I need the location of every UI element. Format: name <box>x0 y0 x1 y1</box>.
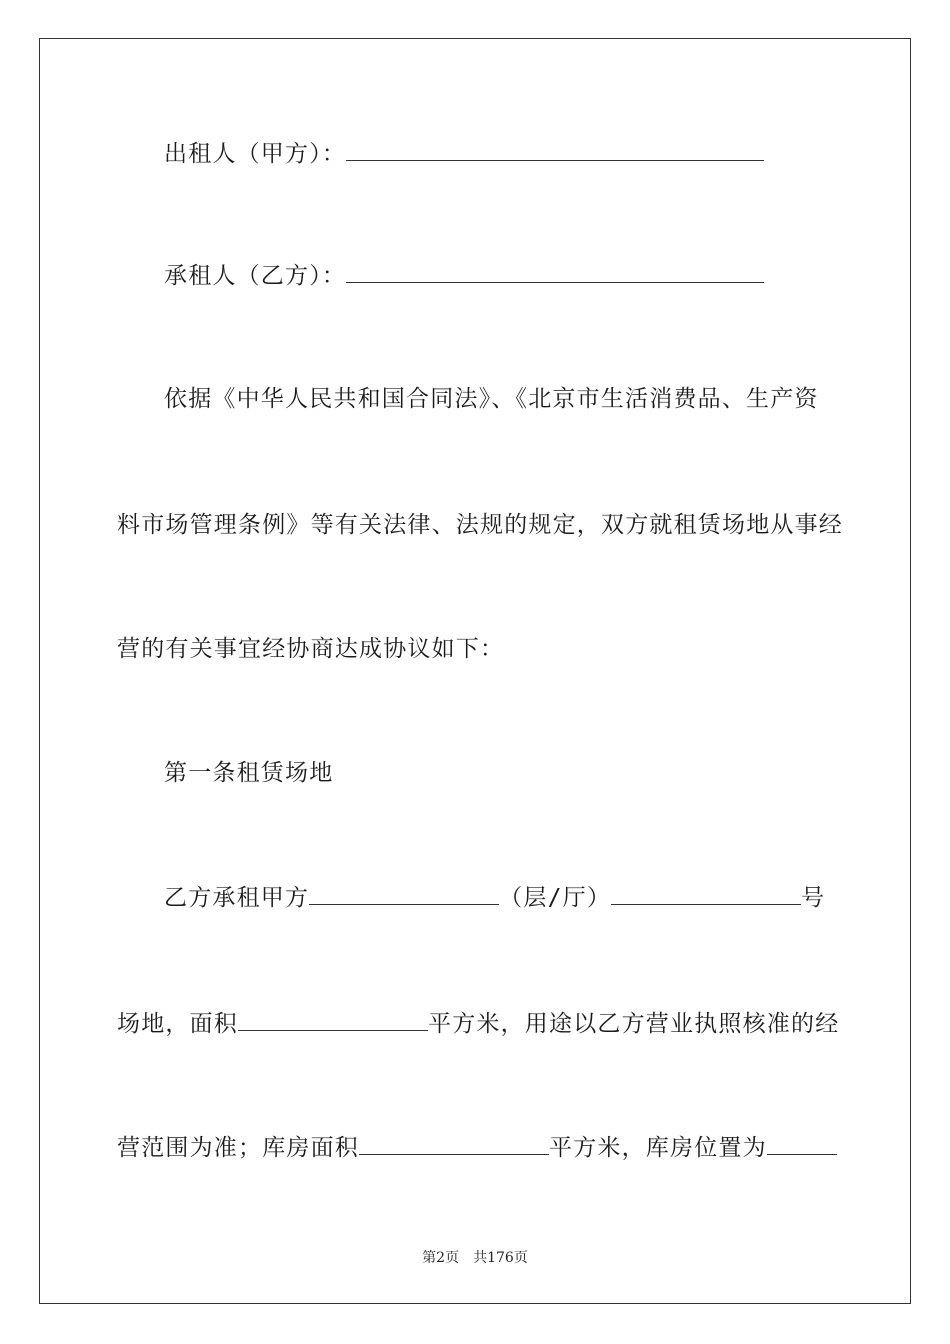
para1-line1-text: 依据《中华人民共和国合同法》、《北京市生活消费品、生产资 <box>164 386 819 412</box>
page-footer <box>0 1247 950 1267</box>
para2-line2-text-a: 场地，面积 <box>117 1011 238 1037</box>
lessor-blank <box>346 138 764 161</box>
storage-area-blank <box>359 1132 549 1155</box>
para2-line2-text-b: 平方米，用途以乙方营业执照核准的经 <box>428 1011 840 1037</box>
lessor-line <box>164 138 884 169</box>
para2-line1-text-a: 乙方承租甲方 <box>164 885 310 911</box>
para1-line1 <box>164 384 884 414</box>
lessee-blank <box>346 260 764 283</box>
para1-line3 <box>117 634 837 664</box>
para2-line3 <box>117 1132 837 1163</box>
lessee-line <box>164 260 884 291</box>
para1-line3-text: 营的有关事宜经协商达成协议如下： <box>117 636 505 662</box>
para1-line2 <box>117 510 843 540</box>
para1-line2-text: 料市场管理条例》等有关法律、法规的规定，双方就租赁场地从事经 <box>117 512 843 538</box>
number-blank <box>611 882 801 905</box>
para2-line1-text-c: 号 <box>801 885 826 911</box>
storage-location-blank <box>767 1132 837 1155</box>
page-total: 共176页 <box>473 1250 528 1266</box>
para2-line1-text-b: （层/厅） <box>499 885 612 911</box>
page-number: 第2页 <box>422 1250 460 1266</box>
area-blank <box>238 1008 428 1031</box>
para2-line1 <box>164 882 884 913</box>
floor-blank <box>309 882 499 905</box>
para2-line3-text-a: 营范围为准；库房面积 <box>117 1135 359 1161</box>
lessor-label: 出租人（甲方）： <box>164 141 347 167</box>
para2-line2 <box>117 1008 840 1039</box>
article1-title-text: 第一条租赁场地 <box>164 760 334 786</box>
page-frame <box>39 38 911 1304</box>
para2-line3-text-b: 平方米，库房位置为 <box>549 1135 767 1161</box>
lessee-label: 承租人（乙方）： <box>164 263 347 289</box>
article1-title <box>164 758 884 788</box>
